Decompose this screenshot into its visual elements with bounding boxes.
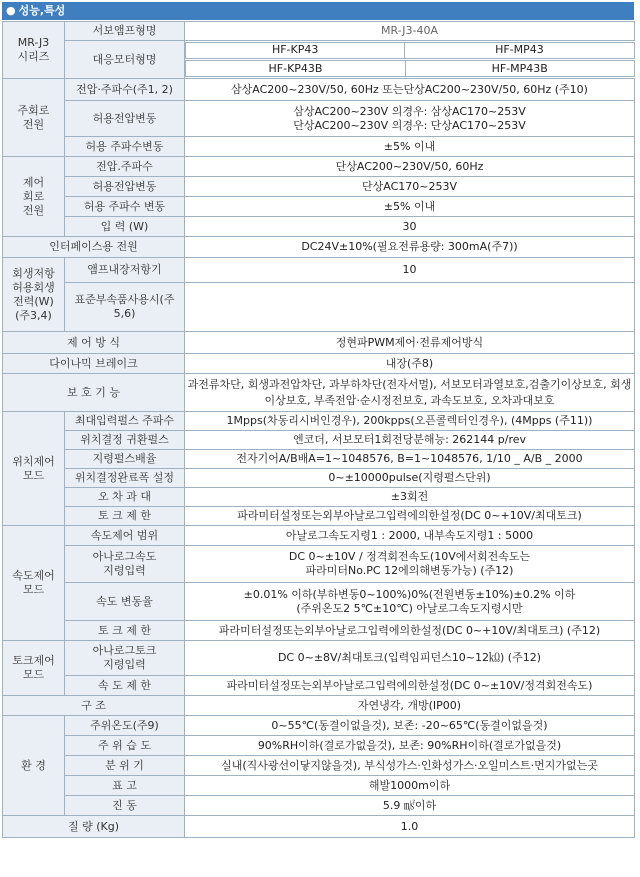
table-row bbox=[3, 507, 635, 526]
row-value: DC24V±10%(필요전류용량: 300mA(주7)) bbox=[185, 237, 635, 258]
row-label: 제 어 방 식 bbox=[3, 332, 185, 354]
row-label: 표준부속품사용시(주5,6) bbox=[65, 283, 185, 332]
table-row bbox=[3, 79, 635, 101]
motor-model-value: HF-KP43B bbox=[186, 61, 406, 77]
row-value: 0~55℃(동결이없을것), 보존: -20~65℃(동결이없을것) bbox=[185, 716, 635, 736]
row-label: 속도제어 범위 bbox=[65, 526, 185, 546]
table-row bbox=[3, 641, 635, 676]
table-row bbox=[3, 157, 635, 177]
table-row bbox=[3, 621, 635, 641]
row-label: 아나로그토크 지령입력 bbox=[65, 641, 185, 676]
row-value: 단상AC200~230V/50, 60Hz bbox=[185, 157, 635, 177]
table-row bbox=[3, 776, 635, 796]
table-row bbox=[3, 237, 635, 258]
table-row bbox=[3, 716, 635, 736]
table-row bbox=[3, 450, 635, 469]
row-label: 위치결정완료폭 설정 bbox=[65, 469, 185, 488]
row-value: 해발1000m이하 bbox=[185, 776, 635, 796]
row-value: 파라미터설정또는외부아날로그입력에의한설정(DC 0~+10V/최대토크) bbox=[185, 507, 635, 526]
table-row bbox=[3, 374, 635, 412]
row-value: MR-J3-40A bbox=[185, 22, 635, 41]
table-row bbox=[3, 177, 635, 197]
row-value: 10 bbox=[185, 258, 635, 283]
motor-model-value: HF-MP43B bbox=[405, 61, 634, 77]
row-label: 전압·주파수(주1, 2) bbox=[65, 79, 185, 101]
table-row bbox=[3, 258, 635, 283]
row-value: 30 bbox=[185, 217, 635, 237]
row-value: 단상AC170~253V bbox=[185, 177, 635, 197]
table-row bbox=[3, 101, 635, 137]
table-row bbox=[3, 217, 635, 237]
motor-model-cell bbox=[185, 41, 635, 60]
motor-model-value: HF-MP43 bbox=[405, 42, 634, 58]
row-value: ±5% 이내 bbox=[185, 197, 635, 217]
row-label: 토 크 제 한 bbox=[65, 507, 185, 526]
table-row bbox=[3, 431, 635, 450]
row-value: DC 0~±10V / 정격회전속도(10V에서회전속도는 파라미터No.PC 12에의해변동가능) (주12) bbox=[185, 546, 635, 583]
table-row bbox=[3, 197, 635, 217]
row-value: DC 0~±8V/최대토크(입력임피던스10~12㏀) (주12) bbox=[185, 641, 635, 676]
row-label: 표 고 bbox=[65, 776, 185, 796]
row-label: 진 동 bbox=[65, 796, 185, 816]
row-value bbox=[185, 283, 635, 332]
row-label: 보 호 기 능 bbox=[3, 374, 185, 412]
table-row bbox=[3, 22, 635, 41]
table-row bbox=[3, 816, 635, 838]
group-torque: 토크제어 모드 bbox=[3, 641, 65, 696]
table-row bbox=[3, 546, 635, 583]
table-row bbox=[3, 796, 635, 816]
row-label: 위치결정 귀환펄스 bbox=[65, 431, 185, 450]
row-label: 구 조 bbox=[3, 696, 185, 716]
table-row bbox=[3, 676, 635, 696]
row-label: 주 위 습 도 bbox=[65, 736, 185, 756]
table-row bbox=[3, 696, 635, 716]
table-row bbox=[3, 526, 635, 546]
row-label: 질 량 (Kg) bbox=[3, 816, 185, 838]
row-label: 지령펄스배율 bbox=[65, 450, 185, 469]
row-label: 앰프내장저항기 bbox=[65, 258, 185, 283]
row-label: 허용전압변동 bbox=[65, 101, 185, 137]
row-value: 5.9 ㎨이하 bbox=[185, 796, 635, 816]
group-speed: 속도제어 모드 bbox=[3, 526, 65, 641]
row-value: 정현파PWM제어·전류제어방식 bbox=[185, 332, 635, 354]
table-row bbox=[3, 756, 635, 776]
row-label: 주위온도(주9) bbox=[65, 716, 185, 736]
row-value: 실내(직사광선이닿지않을것), 부식성가스·인화성가스·오일미스트·먼지가없는곳 bbox=[185, 756, 635, 776]
table-row bbox=[3, 736, 635, 756]
table-row bbox=[3, 137, 635, 157]
row-label: 허용 주파수 변동 bbox=[65, 197, 185, 217]
row-label: 아나로그속도 지령입력 bbox=[65, 546, 185, 583]
row-value: 자연냉각, 개방(IP00) bbox=[185, 696, 635, 716]
row-label: 서보앰프형명 bbox=[65, 22, 185, 41]
group-control-power: 제어 회로 전원 bbox=[3, 157, 65, 237]
table-row bbox=[3, 283, 635, 332]
section-title: 성능,특성 bbox=[18, 4, 66, 17]
row-value: 과전류차단, 회생과전압차단, 과부하차단(전자서멀), 서보모터과열보호,검출기이상보호, 회생이상보호, 부족전압·순시정전보호, 과속도보호, 오차과대보호 bbox=[185, 374, 635, 412]
row-label: 대응모터형명 bbox=[65, 41, 185, 79]
row-label: 최대입력펄스 주파수 bbox=[65, 412, 185, 431]
motor-model-value: HF-KP43 bbox=[186, 42, 405, 58]
row-label: 전압.주파수 bbox=[65, 157, 185, 177]
row-value: ±5% 이내 bbox=[185, 137, 635, 157]
row-value: 1Mpps(차동리시버인경우), 200kpps(오픈콜렉터인경우), (4Mpps (주11)) bbox=[185, 412, 635, 431]
bullet-icon: ● bbox=[6, 4, 16, 17]
row-label: 속도 변동율 bbox=[65, 583, 185, 621]
section-title-bar bbox=[2, 2, 634, 20]
row-label: 오 차 과 대 bbox=[65, 488, 185, 507]
group-main-power: 주회로 전원 bbox=[3, 79, 65, 157]
table-row bbox=[3, 412, 635, 431]
group-env: 환 경 bbox=[3, 716, 65, 816]
row-label: 속 도 제 한 bbox=[65, 676, 185, 696]
motor-model-cell bbox=[185, 60, 635, 79]
row-value: 1.0 bbox=[185, 816, 635, 838]
table-row bbox=[3, 41, 635, 60]
row-value: ±3회전 bbox=[185, 488, 635, 507]
group-position: 위치제어 모드 bbox=[3, 412, 65, 526]
table-row bbox=[3, 469, 635, 488]
spec-table bbox=[2, 21, 635, 838]
group-regen: 회생저항 허용회생 전력(W) (주3,4) bbox=[3, 258, 65, 332]
table-row bbox=[3, 583, 635, 621]
row-value: 삼상AC200~230V/50, 60Hz 또는단상AC200~230V/50, 60Hz (주10) bbox=[185, 79, 635, 101]
row-value: 엔코더, 서보모터1회전당분해능: 262144 p/rev bbox=[185, 431, 635, 450]
row-value: 내장(주8) bbox=[185, 354, 635, 374]
row-label: 허용 주파수변동 bbox=[65, 137, 185, 157]
row-label: 입 력 (W) bbox=[65, 217, 185, 237]
row-value: 전자기어A/B배A=1~1048576, B=1~1048576, 1/10 _ A/B _ 2000 bbox=[185, 450, 635, 469]
table-row bbox=[3, 354, 635, 374]
row-label: 다이나믹 브레이크 bbox=[3, 354, 185, 374]
row-value: 아날로그속도지령1 : 2000, 내부속도지령1 : 5000 bbox=[185, 526, 635, 546]
row-label: 허용전압변동 bbox=[65, 177, 185, 197]
group-series: MR-J3 시리즈 bbox=[3, 22, 65, 79]
row-label: 토 크 제 한 bbox=[65, 621, 185, 641]
table-row bbox=[3, 332, 635, 354]
row-value: 파라미터설정또는외부아날로그입력에의한설정(DC 0~±10V/정격회전속도) bbox=[185, 676, 635, 696]
row-value: 90%RH이하(결로가없을것), 보존: 90%RH이하(결로가없을것) bbox=[185, 736, 635, 756]
row-value: 0~±10000pulse(지령펄스단위) bbox=[185, 469, 635, 488]
table-row bbox=[3, 488, 635, 507]
row-value: 삼상AC200~230V 의경우: 삼상AC170~253V 단상AC200~230V 의경우: 단상AC170~253V bbox=[185, 101, 635, 137]
row-value: ±0.01% 이하(부하변동0~100%)0%(전원변동±10%)±0.2% 이하 (주위온도2 5℃±10℃) 아날로그속도지령시만 bbox=[185, 583, 635, 621]
row-label: 인터페이스용 전원 bbox=[3, 237, 185, 258]
row-label: 분 위 기 bbox=[65, 756, 185, 776]
row-value: 파라미터설정또는외부아날로그입력에의한설정(DC 0~+10V/최대토크) (주12) bbox=[185, 621, 635, 641]
